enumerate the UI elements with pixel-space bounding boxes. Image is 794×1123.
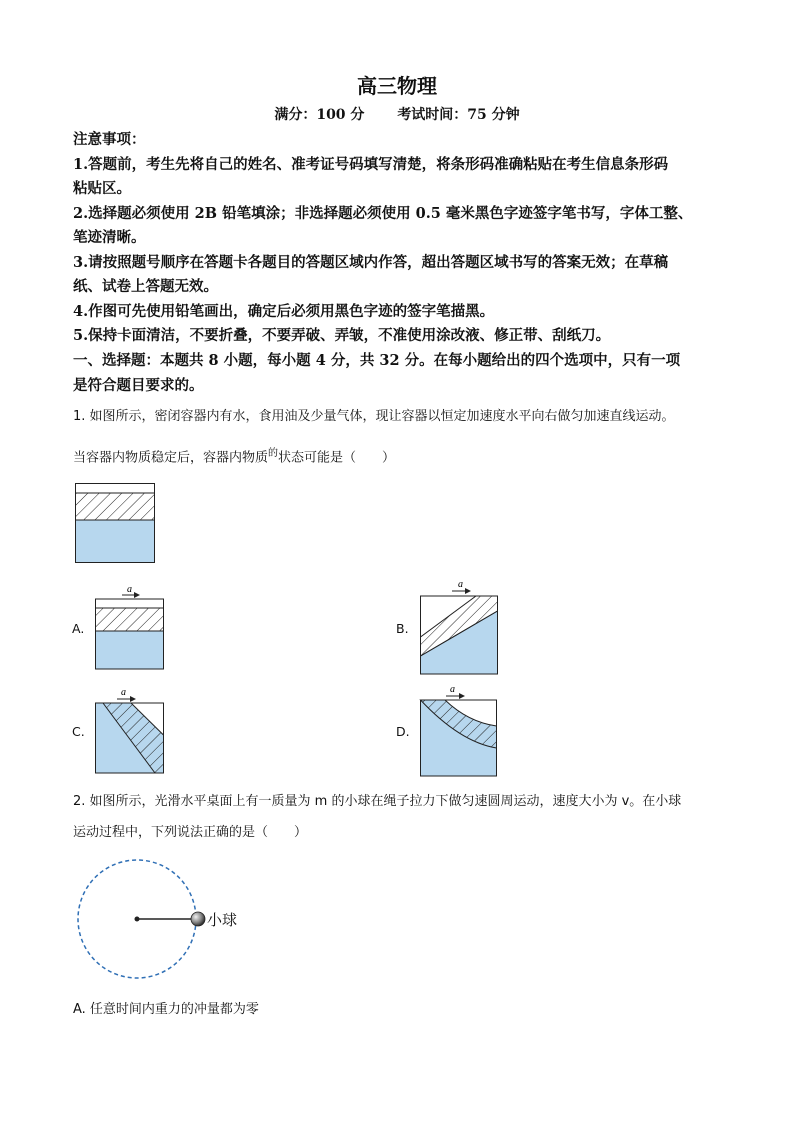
- accel-label-b: a: [458, 579, 463, 590]
- q1-option-c-label[interactable]: C.: [72, 724, 85, 739]
- note-line-1: 1.答题前，考生先将自己的姓名、准考证号码填写清楚，将条形码准确粘贴在考生信息条形码: [73, 156, 669, 173]
- q1-line-2a: 当容器内物质稳定后，容器内物质: [73, 450, 269, 466]
- note-line-2: 粘贴区。: [73, 180, 131, 197]
- accel-label-c: a: [121, 687, 126, 698]
- note-line-7: 4.作图可先使用铅笔画出，确定后必须用黑色字迹的签字笔描黑。: [73, 303, 495, 320]
- q2-option-a[interactable]: A. 任意时间内重力的冲量都为零: [73, 1002, 259, 1017]
- q1-option-b-label[interactable]: B.: [396, 621, 409, 636]
- note-line-3: 2.选择题必须使用 2B 铅笔填涂；非选择题必须使用 0.5 毫米黑色字迹签字笔书写，字体工整、: [73, 205, 693, 222]
- note-line-5: 3.请按照题号顺序在答题卡各题目的答题区域内作答，超出答题区域书写的答案无效；在草稿: [73, 254, 669, 271]
- note-line-6: 纸、试卷上答题无效。: [73, 278, 218, 295]
- q1-line-2-sup: 的: [268, 448, 279, 459]
- q1-option-d-label[interactable]: D.: [396, 724, 410, 739]
- q2-line-2: 运动过程中，下列说法正确的是（ ）: [73, 825, 308, 840]
- q1-line-1: 1. 如图所示，密闭容器内有水，食用油及少量气体，现让容器以恒定加速度水平向右做匀加速直线运动。: [73, 409, 675, 424]
- note-line-4: 笔迹清晰。: [73, 229, 146, 246]
- ball-icon: [191, 912, 205, 926]
- q1-option-d-figure: [420, 682, 500, 778]
- section1-line-2: 是符合题目要求的。: [73, 377, 204, 394]
- q1-option-b-figure: [420, 577, 500, 675]
- q1-reference-container: [75, 483, 155, 563]
- q1-line-2: [73, 444, 743, 465]
- q2-line-1: 2. 如图所示，光滑水平桌面上有一质量为 m 的小球在绳子拉力下做匀速圆周运动，速度大小为 v。在小球: [73, 794, 682, 809]
- accel-label-a: a: [127, 584, 132, 595]
- note-line-8: 5.保持卡面清洁，不要折叠，不要弄破、弄皱，不准使用涂改液、修正带、刮纸刀。: [73, 327, 611, 344]
- q1-line-2b: 状态可能是（ ）: [278, 450, 396, 466]
- exam-info: [0, 104, 794, 124]
- q1-option-a-label[interactable]: A.: [72, 621, 85, 636]
- q1-option-c-figure: [95, 685, 165, 775]
- q2-circle-figure: [75, 860, 275, 982]
- center-point: [135, 917, 140, 922]
- exam-time: 考试时间：75 分钟: [397, 107, 520, 123]
- notes-heading: 注意事项：: [73, 131, 146, 148]
- ball-label: 小球: [207, 911, 238, 929]
- full-score: 满分：100 分: [274, 107, 365, 123]
- q1-option-a-figure: [95, 582, 165, 670]
- page-title: 高三物理: [357, 74, 437, 98]
- accel-label-d: a: [450, 684, 455, 695]
- section1-line-1: 一、选择题：本题共 8 小题，每小题 4 分，共 32 分。在每小题给出的四个选项中，只有一项: [73, 352, 681, 369]
